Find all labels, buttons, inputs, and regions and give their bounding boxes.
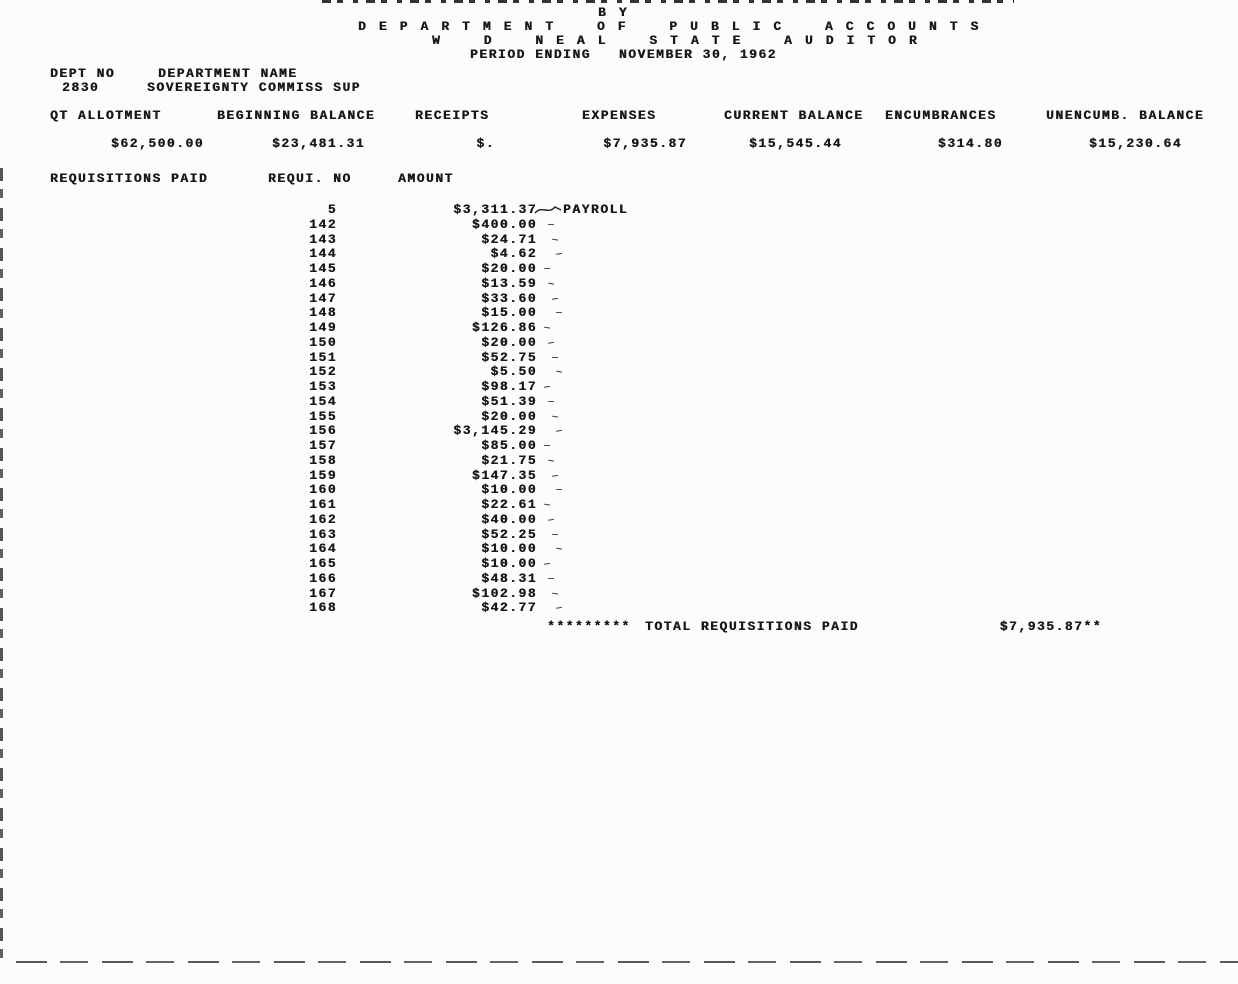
requisition-row — [0, 454, 1238, 469]
requisition-number: 163 — [309, 526, 337, 542]
requisition-row — [0, 380, 1238, 395]
requisition-number: 156 — [309, 423, 337, 439]
requisition-number: 5 — [327, 202, 337, 217]
pen-check-mark: – — [545, 452, 558, 469]
total-amount: $7,935.87** — [999, 619, 1102, 634]
header-period-ending: PERIOD ENDING NOVEMBER 30, 1962 — [470, 47, 777, 62]
requisition-amount: $147.35 — [471, 467, 537, 483]
requisition-amount: $24.71 — [481, 231, 537, 247]
total-stars: ********* — [547, 619, 631, 634]
requisition-row — [0, 513, 1238, 528]
requisition-amount: $20.00 — [481, 334, 537, 350]
requisition-row — [0, 365, 1238, 380]
requisition-row — [0, 466, 1238, 484]
requisition-amount: $98.17 — [481, 379, 537, 394]
requisition-amount: $102.98 — [471, 585, 537, 601]
requisition-row — [0, 528, 1238, 543]
requisition-row — [0, 542, 1238, 557]
requisition-amount: $42.77 — [481, 600, 537, 616]
pen-check-mark: – — [545, 511, 558, 528]
requisition-row — [0, 277, 1238, 292]
requisition-number: 142 — [309, 216, 337, 232]
pen-check-mark: – — [549, 407, 562, 425]
requisition-number: 161 — [309, 497, 337, 512]
requisition-row — [0, 584, 1238, 602]
requi-no-label: REQUI. NO — [268, 171, 352, 186]
requisition-amount: $20.00 — [481, 261, 537, 276]
requisition-amount: $52.25 — [481, 526, 537, 542]
dept-name-label: DEPARTMENT NAME — [158, 66, 298, 81]
requisition-amount: $13.59 — [481, 275, 537, 291]
bottom-perforation-line — [16, 961, 1238, 963]
requisition-row — [0, 557, 1238, 572]
requisition-number: 166 — [309, 570, 337, 586]
col-header-unencumb-balance: UNENCUMB. BALANCE — [1046, 108, 1205, 123]
requisition-amount: $126.86 — [471, 320, 537, 335]
pen-check-mark: – — [541, 378, 554, 395]
requisition-amount: $52.75 — [481, 349, 537, 365]
left-page-edge-dashes — [0, 168, 3, 963]
requisition-number: 167 — [309, 585, 337, 601]
pen-check-mark: – — [553, 540, 566, 557]
requisition-number: 145 — [309, 261, 337, 276]
requisition-number: 158 — [309, 452, 337, 468]
requisition-row — [0, 247, 1238, 262]
requisition-number: 168 — [309, 600, 337, 616]
pen-check-mark: – — [553, 422, 566, 439]
requisition-row — [0, 572, 1238, 587]
requisition-number: 153 — [309, 379, 337, 394]
pen-check-mark: – — [547, 570, 557, 586]
requisition-number: 154 — [309, 393, 337, 409]
requisition-row — [0, 407, 1238, 425]
pen-check-mark: – — [541, 555, 554, 572]
requisition-amount: $10.00 — [481, 556, 537, 571]
requisitions-list — [0, 203, 1238, 616]
requisition-number: 149 — [309, 320, 337, 335]
value-expenses: $7,935.87 — [603, 136, 687, 151]
requisition-amount: $5.50 — [490, 364, 537, 380]
requisition-row — [0, 262, 1238, 277]
header-auditor: W D NEAL STATE AUDITOR — [432, 33, 930, 48]
requisition-number: 164 — [309, 541, 337, 557]
col-header-current-balance: CURRENT BALANCE — [724, 108, 864, 123]
requisition-amount: $15.00 — [481, 305, 537, 321]
requisition-number: 147 — [309, 290, 337, 306]
pen-check-mark: – — [549, 230, 562, 248]
requisition-row — [0, 424, 1238, 439]
pen-check-mark: – — [551, 526, 561, 542]
pen-check-mark: – — [545, 334, 558, 351]
requisition-amount: $400.00 — [471, 216, 537, 232]
requisition-annotation: PAYROLL — [563, 202, 629, 217]
requisition-amount: $20.00 — [481, 408, 537, 424]
requisition-amount: $4.62 — [490, 246, 537, 262]
clipped-text-fragments — [322, 0, 1014, 3]
pen-check-mark: – — [551, 349, 561, 365]
requisition-number: 157 — [309, 438, 337, 453]
requisition-row — [0, 218, 1238, 233]
pen-check-mark: – — [549, 466, 562, 484]
value-encumbrances: $314.80 — [937, 136, 1003, 151]
requisition-number: 159 — [309, 467, 337, 483]
value-receipts: $. — [476, 136, 495, 151]
requisition-row — [0, 289, 1238, 307]
requisition-number: 151 — [309, 349, 337, 365]
requisition-amount: $3,145.29 — [453, 423, 537, 439]
requisition-number: 152 — [309, 364, 337, 380]
requisition-amount: $48.31 — [481, 570, 537, 586]
requisition-amount: $33.60 — [481, 290, 537, 306]
col-header-qt-allotment: QT ALLOTMENT — [50, 108, 162, 123]
dept-name-value: SOVEREIGNTY COMMISS SUP — [147, 80, 361, 95]
requisition-number: 165 — [309, 556, 337, 571]
requisition-row — [0, 306, 1238, 321]
pen-check-mark: – — [547, 216, 557, 232]
requisition-amount: $21.75 — [481, 452, 537, 468]
pen-check-mark: – — [555, 305, 565, 321]
requisition-amount: $10.00 — [481, 482, 537, 498]
requisition-row — [0, 230, 1238, 248]
pen-check-mark: – — [545, 275, 558, 292]
requisitions-paid-label: REQUISITIONS PAID — [50, 171, 209, 186]
requisition-amount: $51.39 — [481, 393, 537, 409]
value-unencumb-balance: $15,230.64 — [1088, 136, 1182, 151]
pen-check-mark: – — [549, 584, 562, 602]
requisition-amount: $40.00 — [481, 511, 537, 527]
col-header-encumbrances: ENCUMBRANCES — [885, 108, 997, 123]
value-beginning-balance: $23,481.31 — [271, 136, 365, 151]
value-current-balance: $15,545.44 — [748, 136, 842, 151]
pen-check-mark: – — [541, 319, 554, 336]
requisition-amount: $85.00 — [481, 438, 537, 453]
requisition-number: 150 — [309, 334, 337, 350]
dept-no-label: DEPT NO — [50, 66, 116, 81]
total-label: TOTAL REQUISITIONS PAID — [645, 619, 859, 634]
pen-check-mark: – — [555, 482, 565, 498]
col-header-beginning-balance: BEGINNING BALANCE — [217, 108, 376, 123]
requisition-row — [0, 498, 1238, 513]
col-header-receipts: RECEIPTS — [415, 108, 490, 123]
value-qt-allotment: $62,500.00 — [110, 136, 204, 151]
requisition-number: 146 — [309, 275, 337, 291]
pen-check-mark: – — [543, 261, 553, 276]
pen-check-mark: – — [541, 496, 554, 513]
dept-no-value: 2830 — [62, 80, 100, 95]
pen-squiggle-mark — [534, 204, 562, 216]
pen-check-mark: – — [553, 599, 566, 616]
requisition-amount: $22.61 — [481, 497, 537, 512]
requisition-number: 148 — [309, 305, 337, 321]
header-department: DEPARTMENT OF PUBLIC ACCOUNTS — [358, 19, 992, 34]
requisition-amount: $3,311.37 — [453, 202, 537, 217]
requisition-row — [0, 203, 1238, 218]
requisition-row — [0, 336, 1238, 351]
pen-check-mark: – — [553, 363, 566, 380]
requisition-number: 155 — [309, 408, 337, 424]
requisition-amount: $10.00 — [481, 541, 537, 557]
requisition-row — [0, 321, 1238, 336]
requisition-number: 160 — [309, 482, 337, 498]
requisition-row — [0, 483, 1238, 498]
requisition-number: 144 — [309, 246, 337, 262]
amount-label: AMOUNT — [398, 171, 454, 186]
header-by-line: BY — [598, 5, 640, 20]
pen-check-mark: – — [547, 393, 557, 409]
pen-check-mark: – — [549, 289, 562, 307]
pen-check-mark: – — [553, 245, 566, 262]
requisition-row — [0, 439, 1238, 454]
pen-check-mark: – — [543, 438, 553, 453]
requisition-number: 143 — [309, 231, 337, 247]
requisition-number: 162 — [309, 511, 337, 527]
requisition-row — [0, 395, 1238, 410]
requisition-row — [0, 351, 1238, 366]
col-header-expenses: EXPENSES — [582, 108, 657, 123]
requisition-row — [0, 601, 1238, 616]
